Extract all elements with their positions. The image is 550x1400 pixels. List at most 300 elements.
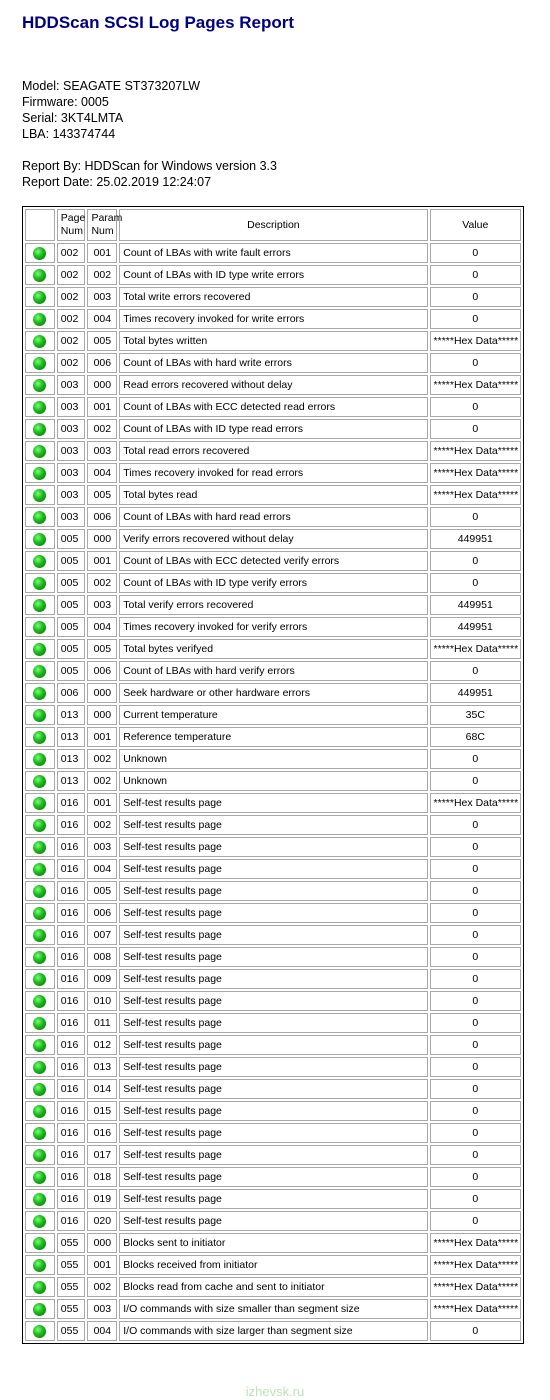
green-led-icon — [33, 269, 46, 282]
table-row — [25, 551, 521, 571]
green-led-icon — [33, 1061, 46, 1074]
description-cell: Self-test results page — [119, 991, 427, 1011]
value-cell: 35C — [430, 705, 521, 725]
page-num-cell: 016 — [57, 1189, 86, 1209]
status-cell — [25, 353, 55, 373]
param-num-cell: 005 — [87, 639, 117, 659]
table-row — [25, 771, 521, 791]
param-num-cell: 001 — [87, 243, 117, 263]
page-num-cell: 016 — [57, 1057, 86, 1077]
value-cell: *****Hex Data***** — [430, 639, 521, 659]
status-cell — [25, 991, 55, 1011]
green-led-icon — [33, 1215, 46, 1228]
status-cell — [25, 1299, 55, 1319]
description-cell: Self-test results page — [119, 947, 427, 967]
value-cell: *****Hex Data***** — [430, 793, 521, 813]
status-cell — [25, 969, 55, 989]
value-cell: 0 — [430, 1079, 521, 1099]
green-led-icon — [33, 709, 46, 722]
table-row — [25, 265, 521, 285]
description-cell: Count of LBAs with hard verify errors — [119, 661, 427, 681]
green-led-icon — [33, 467, 46, 480]
table-row — [25, 793, 521, 813]
param-num-cell: 004 — [87, 617, 117, 637]
table-row — [25, 1189, 521, 1209]
param-num-cell: 005 — [87, 881, 117, 901]
table-row — [25, 661, 521, 681]
param-num-cell: 003 — [87, 441, 117, 461]
value-cell: 0 — [430, 925, 521, 945]
param-num-cell: 006 — [87, 507, 117, 527]
value-cell: 0 — [430, 991, 521, 1011]
status-cell — [25, 1189, 55, 1209]
status-cell — [25, 265, 55, 285]
param-num-cell: 006 — [87, 903, 117, 923]
status-cell — [25, 573, 55, 593]
table-row — [25, 485, 521, 505]
param-num-cell: 003 — [87, 1299, 117, 1319]
value-cell: 449951 — [430, 595, 521, 615]
green-led-icon — [33, 1281, 46, 1294]
param-num-cell: 012 — [87, 1035, 117, 1055]
param-num-cell: 001 — [87, 397, 117, 417]
description-cell: Count of LBAs with ID type write errors — [119, 265, 427, 285]
value-cell: 0 — [430, 881, 521, 901]
table-body — [25, 243, 521, 1341]
page-num-cell: 016 — [57, 793, 86, 813]
page-num-cell: 016 — [57, 1013, 86, 1033]
report-meta — [22, 158, 277, 190]
status-cell — [25, 1277, 55, 1297]
green-led-icon — [33, 511, 46, 524]
value-cell: 0 — [430, 551, 521, 571]
description-cell: Count of LBAs with ECC detected verify errors — [119, 551, 427, 571]
page-num-cell: 002 — [57, 287, 86, 307]
table-row — [25, 1101, 521, 1121]
status-cell — [25, 749, 55, 769]
value-cell: 0 — [430, 287, 521, 307]
param-num-cell: 003 — [87, 595, 117, 615]
page-num-cell: 003 — [57, 419, 86, 439]
green-led-icon — [33, 863, 46, 876]
param-num-cell: 002 — [87, 573, 117, 593]
param-header-line2: Num — [91, 225, 114, 237]
table-row — [25, 1057, 521, 1077]
page-num-cell: 002 — [57, 331, 86, 351]
table-row — [25, 683, 521, 703]
description-cell: Self-test results page — [119, 969, 427, 989]
table-header-row — [25, 209, 521, 241]
green-led-icon — [33, 1259, 46, 1272]
param-num-cell: 001 — [87, 551, 117, 571]
green-led-icon — [33, 995, 46, 1008]
param-num-cell: 010 — [87, 991, 117, 1011]
value-cell: 0 — [430, 1321, 521, 1341]
green-led-icon — [33, 1017, 46, 1030]
page-num-cell: 005 — [57, 551, 86, 571]
param-num-cell: 002 — [87, 1277, 117, 1297]
value-cell: 0 — [430, 1035, 521, 1055]
status-cell — [25, 947, 55, 967]
description-cell: Self-test results page — [119, 1079, 427, 1099]
description-cell: Total bytes written — [119, 331, 427, 351]
status-cell — [25, 771, 55, 791]
page-num-cell: 016 — [57, 859, 86, 879]
param-num-cell: 017 — [87, 1145, 117, 1165]
green-led-icon — [33, 907, 46, 920]
value-cell: 0 — [430, 1101, 521, 1121]
green-led-icon — [33, 555, 46, 568]
page-num-cell: 006 — [57, 683, 86, 703]
table-row — [25, 507, 521, 527]
page-num-cell: 016 — [57, 815, 86, 835]
report-title: HDDScan SCSI Log Pages Report — [22, 13, 295, 32]
value-cell: 0 — [430, 243, 521, 263]
description-cell: Count of LBAs with ID type read errors — [119, 419, 427, 439]
value-cell: *****Hex Data***** — [430, 1233, 521, 1253]
page-num-cell: 016 — [57, 925, 86, 945]
status-cell — [25, 1057, 55, 1077]
value-cell: *****Hex Data***** — [430, 441, 521, 461]
table-row — [25, 1145, 521, 1165]
value-cell: 449951 — [430, 683, 521, 703]
page-num-cell: 016 — [57, 991, 86, 1011]
green-led-icon — [33, 973, 46, 986]
status-cell — [25, 1211, 55, 1231]
green-led-icon — [33, 731, 46, 744]
page-num-cell: 055 — [57, 1233, 86, 1253]
table-row — [25, 595, 521, 615]
param-num-cell: 004 — [87, 859, 117, 879]
table-row — [25, 705, 521, 725]
status-cell — [25, 727, 55, 747]
param-num-cell: 000 — [87, 375, 117, 395]
status-cell — [25, 243, 55, 263]
table-row — [25, 463, 521, 483]
device-info — [22, 78, 200, 142]
page-num-cell: 055 — [57, 1255, 86, 1275]
serial-line: Serial: 3KT4LMTA — [22, 111, 124, 125]
value-cell: 68C — [430, 727, 521, 747]
page-num-cell: 002 — [57, 353, 86, 373]
description-cell: Self-test results page — [119, 903, 427, 923]
description-cell: Self-test results page — [119, 1145, 427, 1165]
table-row — [25, 617, 521, 637]
page-num-cell: 016 — [57, 969, 86, 989]
page-num-cell: 003 — [57, 485, 86, 505]
page-num-cell: 013 — [57, 705, 86, 725]
status-cell — [25, 1255, 55, 1275]
page-num-cell: 005 — [57, 639, 86, 659]
green-led-icon — [33, 423, 46, 436]
status-cell — [25, 1013, 55, 1033]
description-cell: Self-test results page — [119, 1123, 427, 1143]
value-cell: 0 — [430, 859, 521, 879]
status-cell — [25, 375, 55, 395]
status-cell — [25, 551, 55, 571]
param-num-cell: 009 — [87, 969, 117, 989]
page-num-cell: 016 — [57, 1123, 86, 1143]
status-cell — [25, 441, 55, 461]
value-cell: *****Hex Data***** — [430, 331, 521, 351]
param-num-cell: 006 — [87, 661, 117, 681]
description-cell: Self-test results page — [119, 1035, 427, 1055]
param-num-cell: 003 — [87, 837, 117, 857]
green-led-icon — [33, 1127, 46, 1140]
value-cell: 0 — [430, 815, 521, 835]
param-num-cell: 018 — [87, 1167, 117, 1187]
param-num-cell: 020 — [87, 1211, 117, 1231]
status-cell — [25, 1145, 55, 1165]
green-led-icon — [33, 489, 46, 502]
table-row — [25, 331, 521, 351]
page-num-cell: 005 — [57, 661, 86, 681]
status-cell — [25, 617, 55, 637]
table-row — [25, 287, 521, 307]
page-num-cell: 002 — [57, 265, 86, 285]
param-num-cell: 000 — [87, 1233, 117, 1253]
description-cell: Times recovery invoked for verify errors — [119, 617, 427, 637]
page-num-cell: 005 — [57, 617, 86, 637]
value-cell: 0 — [430, 573, 521, 593]
page-num-cell: 055 — [57, 1299, 86, 1319]
description-cell: Total verify errors recovered — [119, 595, 427, 615]
param-num-cell: 015 — [87, 1101, 117, 1121]
status-cell — [25, 309, 55, 329]
green-led-icon — [33, 1171, 46, 1184]
value-cell: 0 — [430, 1211, 521, 1231]
param-num-cell: 000 — [87, 683, 117, 703]
green-led-icon — [33, 841, 46, 854]
description-cell: Self-test results page — [119, 1211, 427, 1231]
value-cell: 0 — [430, 309, 521, 329]
param-num-cell: 002 — [87, 419, 117, 439]
value-cell: 0 — [430, 419, 521, 439]
table-row — [25, 639, 521, 659]
green-led-icon — [33, 291, 46, 304]
table-row — [25, 397, 521, 417]
description-cell: Unknown — [119, 771, 427, 791]
status-cell — [25, 1233, 55, 1253]
table-row — [25, 1211, 521, 1231]
page-num-cell: 005 — [57, 529, 86, 549]
green-led-icon — [33, 379, 46, 392]
status-cell — [25, 419, 55, 439]
page-num-cell: 003 — [57, 441, 86, 461]
page-header-line1: Page — [60, 212, 86, 224]
status-cell — [25, 1035, 55, 1055]
status-cell — [25, 859, 55, 879]
status-cell — [25, 661, 55, 681]
description-cell: Self-test results page — [119, 793, 427, 813]
value-cell: 0 — [430, 1057, 521, 1077]
param-num-cell: 006 — [87, 353, 117, 373]
status-cell — [25, 595, 55, 615]
value-cell: 0 — [430, 771, 521, 791]
param-num-cell: 002 — [87, 265, 117, 285]
green-led-icon — [33, 401, 46, 414]
table-row — [25, 441, 521, 461]
value-cell: 0 — [430, 1167, 521, 1187]
param-num-cell: 000 — [87, 529, 117, 549]
status-cell — [25, 793, 55, 813]
green-led-icon — [33, 335, 46, 348]
page-num-cell: 005 — [57, 573, 86, 593]
value-cell: *****Hex Data***** — [430, 485, 521, 505]
page-num-cell: 016 — [57, 1101, 86, 1121]
green-led-icon — [33, 1039, 46, 1052]
status-cell — [25, 1123, 55, 1143]
table-row — [25, 925, 521, 945]
table-row — [25, 1123, 521, 1143]
param-num-cell: 005 — [87, 331, 117, 351]
description-cell: Self-test results page — [119, 815, 427, 835]
value-cell: 0 — [430, 947, 521, 967]
page-num-cell: 016 — [57, 947, 86, 967]
description-cell: Total bytes read — [119, 485, 427, 505]
status-cell — [25, 1079, 55, 1099]
description-cell: Count of LBAs with hard read errors — [119, 507, 427, 527]
watermark: izhevsk.ru — [245, 1384, 305, 1399]
table-row — [25, 859, 521, 879]
table-row — [25, 1035, 521, 1055]
firmware-line: Firmware: 0005 — [22, 95, 109, 109]
description-cell: Count of LBAs with ECC detected read errors — [119, 397, 427, 417]
description-cell: Seek hardware or other hardware errors — [119, 683, 427, 703]
description-cell: Self-test results page — [119, 881, 427, 901]
value-cell: 0 — [430, 1013, 521, 1033]
page-num-column-header — [57, 209, 86, 241]
page-num-cell: 013 — [57, 727, 86, 747]
description-cell: Unknown — [119, 749, 427, 769]
value-cell: *****Hex Data***** — [430, 375, 521, 395]
description-cell: Self-test results page — [119, 1189, 427, 1209]
table-row — [25, 1167, 521, 1187]
param-num-cell: 004 — [87, 1321, 117, 1341]
param-num-cell: 002 — [87, 771, 117, 791]
value-cell: 0 — [430, 837, 521, 857]
green-led-icon — [33, 687, 46, 700]
lba-line: LBA: 143374744 — [22, 127, 116, 141]
param-num-column-header — [87, 209, 123, 241]
value-cell: *****Hex Data***** — [430, 1255, 521, 1275]
table-row — [25, 353, 521, 373]
table-row — [25, 1321, 521, 1341]
green-led-icon — [33, 247, 46, 260]
param-num-cell: 000 — [87, 705, 117, 725]
table-row — [25, 727, 521, 747]
description-cell: Self-test results page — [119, 1013, 427, 1033]
table-row — [25, 1255, 521, 1275]
green-led-icon — [33, 885, 46, 898]
param-header-line1: Param — [91, 212, 123, 224]
page-num-cell: 016 — [57, 1211, 86, 1231]
description-cell: Times recovery invoked for write errors — [119, 309, 427, 329]
value-cell: 0 — [430, 1123, 521, 1143]
value-cell: 0 — [430, 749, 521, 769]
green-led-icon — [33, 533, 46, 546]
description-cell: Self-test results page — [119, 859, 427, 879]
description-column-header: Description — [119, 209, 427, 241]
table-row — [25, 1079, 521, 1099]
green-led-icon — [33, 577, 46, 590]
table-row — [25, 1277, 521, 1297]
value-cell: *****Hex Data***** — [430, 1299, 521, 1319]
table-row — [25, 881, 521, 901]
description-cell: Read errors recovered without delay — [119, 375, 427, 395]
description-cell: Reference temperature — [119, 727, 427, 747]
param-num-cell: 007 — [87, 925, 117, 945]
param-num-cell: 005 — [87, 485, 117, 505]
page-num-cell: 055 — [57, 1321, 86, 1341]
value-cell: 449951 — [430, 529, 521, 549]
status-cell — [25, 837, 55, 857]
description-cell: Current temperature — [119, 705, 427, 725]
value-cell: 0 — [430, 969, 521, 989]
description-cell: Total bytes verifyed — [119, 639, 427, 659]
table-row — [25, 903, 521, 923]
description-cell: I/O commands with size larger than segment size — [119, 1321, 427, 1341]
param-num-cell: 001 — [87, 1255, 117, 1275]
green-led-icon — [33, 1193, 46, 1206]
table-row — [25, 969, 521, 989]
green-led-icon — [33, 951, 46, 964]
description-cell: Self-test results page — [119, 925, 427, 945]
param-num-cell: 001 — [87, 793, 117, 813]
page-num-cell: 002 — [57, 309, 86, 329]
page-num-cell: 016 — [57, 903, 86, 923]
status-cell — [25, 1321, 55, 1341]
green-led-icon — [33, 445, 46, 458]
param-num-cell: 003 — [87, 287, 117, 307]
status-cell — [25, 463, 55, 483]
table-row — [25, 837, 521, 857]
value-cell: 0 — [430, 903, 521, 923]
page-num-cell: 005 — [57, 595, 86, 615]
table-row — [25, 1013, 521, 1033]
value-cell: 0 — [430, 265, 521, 285]
value-cell: 0 — [430, 507, 521, 527]
page-num-cell: 016 — [57, 1145, 86, 1165]
status-cell — [25, 705, 55, 725]
page-num-cell: 016 — [57, 1035, 86, 1055]
page-num-cell: 003 — [57, 375, 86, 395]
param-num-cell: 001 — [87, 727, 117, 747]
description-cell: Blocks received from initiator — [119, 1255, 427, 1275]
status-cell — [25, 815, 55, 835]
page-num-cell: 016 — [57, 837, 86, 857]
green-led-icon — [33, 1325, 46, 1338]
green-led-icon — [33, 753, 46, 766]
description-cell: Verify errors recovered without delay — [119, 529, 427, 549]
description-cell: Self-test results page — [119, 1101, 427, 1121]
table-row — [25, 947, 521, 967]
status-cell — [25, 485, 55, 505]
table-row — [25, 749, 521, 769]
page-num-cell: 003 — [57, 507, 86, 527]
log-pages-table — [22, 206, 524, 1344]
page-num-cell: 013 — [57, 771, 86, 791]
description-cell: I/O commands with size smaller than segment size — [119, 1299, 427, 1319]
param-num-cell: 019 — [87, 1189, 117, 1209]
green-led-icon — [33, 621, 46, 634]
green-led-icon — [33, 643, 46, 656]
green-led-icon — [33, 1105, 46, 1118]
status-cell — [25, 683, 55, 703]
description-cell: Times recovery invoked for read errors — [119, 463, 427, 483]
status-cell — [25, 529, 55, 549]
green-led-icon — [33, 819, 46, 832]
